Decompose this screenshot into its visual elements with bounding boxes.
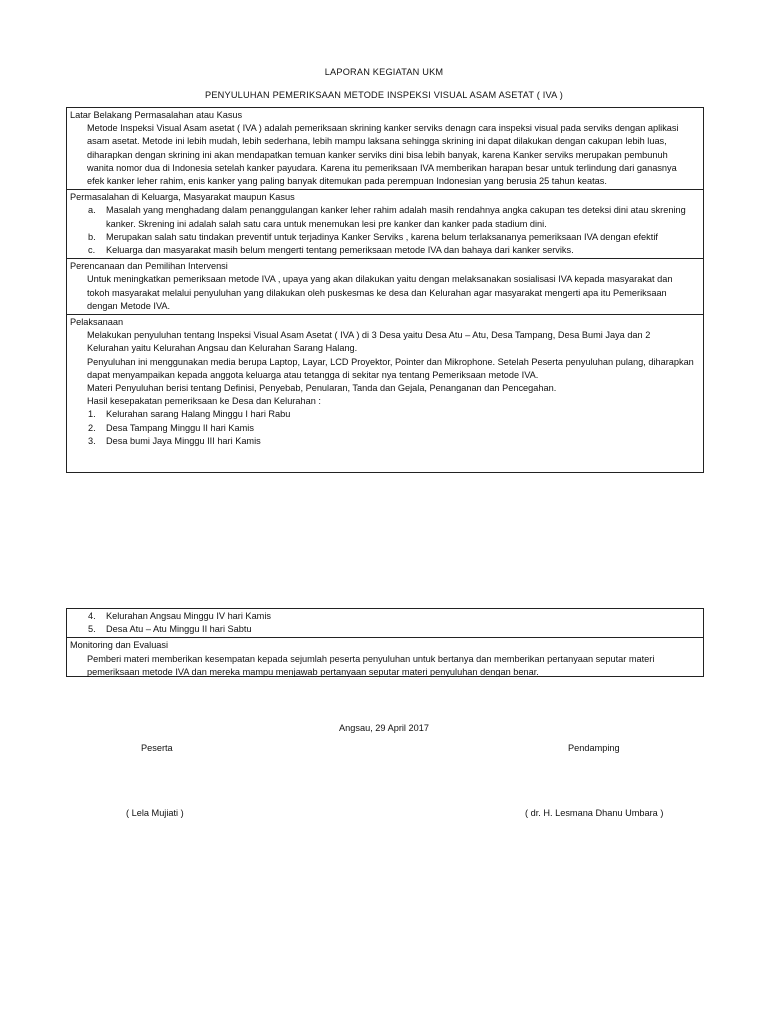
report-title: LAPORAN KEGIATAN UKM	[324, 67, 444, 77]
section-latar-belakang	[67, 108, 703, 190]
list-item	[70, 408, 700, 421]
list-marker: 1.	[88, 409, 96, 420]
place-date: Angsau, 29 April 2017	[339, 723, 429, 733]
list-marker: 3.	[88, 435, 96, 446]
list-item	[70, 435, 700, 448]
section-paragraph: Metode Inspeksi Visual Asam asetat ( IVA ) adalah pemeriksaan skrining kanker serviks denagn cara inspeksi visual pada serviks dengan aplikasi asam asetat. Metode ini lebih mudah, lebih sederhana, lebih mampu laksana sehingga skrining ini dapat dilakukan dengan cakupan lebih luas, diharapkan dengan skrining ini akan mendapatkan temuan kanker serviks dini bisa lebih banyak, karena Kanker serviks merupakan pembunuh wanita nomor dua di Indonesia setelah kanker payudara. Karena itu pemeriksaan IVA memberikan harapan besar untuk terlindung dari ganasnya efek kanker leher rahim, enis kanker yang paling banyak ditemukan pada perempuan Indonesian yang berusia 25 tahun keatas.	[87, 123, 679, 187]
list-item	[70, 422, 700, 435]
section-heading: Perencanaan dan Pemilihan Intervensi	[70, 261, 228, 272]
list-item-text: Desa Tampang Minggu II hari Kamis	[106, 422, 254, 433]
supervisor-role: Pendamping	[568, 743, 620, 753]
list-marker: b.	[88, 231, 96, 242]
schedule-list	[70, 408, 700, 448]
section-paragraph: Materi Penyuluhan berisi tentang Definisi, Penyebab, Penularan, Tanda dan Gejala, Penanganan dan Pencegahan.	[87, 383, 557, 394]
report-subtitle: PENYULUHAN PEMERIKSAAN METODE INSPEKSI VISUAL ASAM ASETAT ( IVA )	[205, 90, 563, 100]
section-pelaksanaan-continued	[67, 609, 703, 638]
problem-list	[70, 204, 700, 257]
list-marker: a.	[88, 205, 96, 216]
section-heading: Monitoring dan Evaluasi	[70, 640, 169, 651]
list-item	[70, 204, 700, 230]
section-paragraph: Melakukan penyuluhan tentang Inspeksi Visual Asam Asetat ( IVA ) di 3 Desa yaitu Desa Atu – Atu, Desa Tampang, Desa Bumi Jaya dan 2 Kelurahan yaitu Kelurahan Angsau dan Kelurahan Sarang Halang.	[87, 330, 651, 354]
list-item-text: Kelurahan Angsau Minggu IV hari Kamis	[106, 611, 271, 621]
list-item-text: Keluarga dan masyarakat masih belum mengerti tentang pemeriksaan metode IVA dan bahaya dari kanker serviks.	[106, 245, 574, 256]
list-item	[70, 623, 700, 636]
list-item-text: Merupakan salah satu tindakan preventif untuk terjadinya Kanker Serviks , karena belum terlaksananya pemeriksaan IVA dengan efektif	[106, 231, 658, 242]
section-paragraph: Pemberi materi memberikan kesempatan kepada sejumlah peserta penyuluhan untuk bertanya dan memberikan pertanyaan seputar materi pemeriksaan metode IVA dan mereka mampu menjawab pertanyaan seputar materi penyuluhan dengan benar.	[87, 653, 655, 677]
schedule-list-continued	[70, 610, 700, 636]
supervisor-name: ( dr. H. Lesmana Dhanu Umbara )	[525, 808, 664, 818]
section-permasalahan	[67, 190, 703, 259]
section-heading: Latar Belakang Permasalahan atau Kasus	[70, 110, 243, 120]
list-item-text: Desa Atu – Atu Minggu II hari Sabtu	[106, 624, 252, 635]
section-perencanaan	[67, 259, 703, 315]
list-marker: 4.	[88, 611, 96, 621]
section-pelaksanaan	[67, 315, 703, 449]
section-paragraph: Hasil kesepakatan pemeriksaan ke Desa dan Kelurahan :	[87, 396, 321, 407]
list-item	[70, 244, 700, 257]
report-table-page2	[66, 608, 704, 677]
participant-role: Peserta	[141, 743, 173, 753]
section-paragraph: Untuk meningkatkan pemeriksaan metode IVA , upaya yang akan dilakukan yaitu dengan melaksanakan sosialisasi IVA kepada masyarakat dan tokoh masyarakat melalui penyuluhan yang dilakukan oleh puskesmas ke desa dan Kelurahan agar masyarakat mengerti apa itu Pemeriksaan dengan Metode IVA.	[87, 274, 673, 311]
list-marker: 5.	[88, 624, 96, 635]
list-item-text: Kelurahan sarang Halang Minggu I hari Rabu	[106, 409, 291, 420]
list-marker: 2.	[88, 422, 96, 433]
list-marker: c.	[88, 245, 96, 256]
section-paragraph: Penyuluhan ini menggunakan media berupa Laptop, Layar, LCD Proyektor, Pointer dan Mikrophone. Setelah Peserta penyuluhan pulang, diharapkan dapat menyampaikan kepada anggota keluarga atau tetangga di sekitar nya tentang Pemeriksaan metode IVA.	[87, 356, 694, 380]
section-heading: Permasalahan di Keluarga, Masyarakat maupun Kasus	[70, 192, 295, 203]
list-item-text: Desa bumi Jaya Minggu III hari Kamis	[106, 435, 261, 446]
section-heading: Pelaksanaan	[70, 317, 124, 328]
list-item	[70, 610, 700, 623]
report-table-page1	[66, 107, 704, 473]
section-monitoring	[67, 638, 703, 680]
participant-name: ( Lela Mujiati )	[126, 808, 184, 818]
list-item	[70, 231, 700, 244]
list-item-text: Masalah yang menghadang dalam penanggulangan kanker leher rahim adalah masih rendahnya angka cakupan tes deteksi dini atau skrening kanker. Skrening ini adalah salah satu cara untuk menemukan lesi pre kanker dan kanker pada stadium dini.	[106, 205, 686, 229]
